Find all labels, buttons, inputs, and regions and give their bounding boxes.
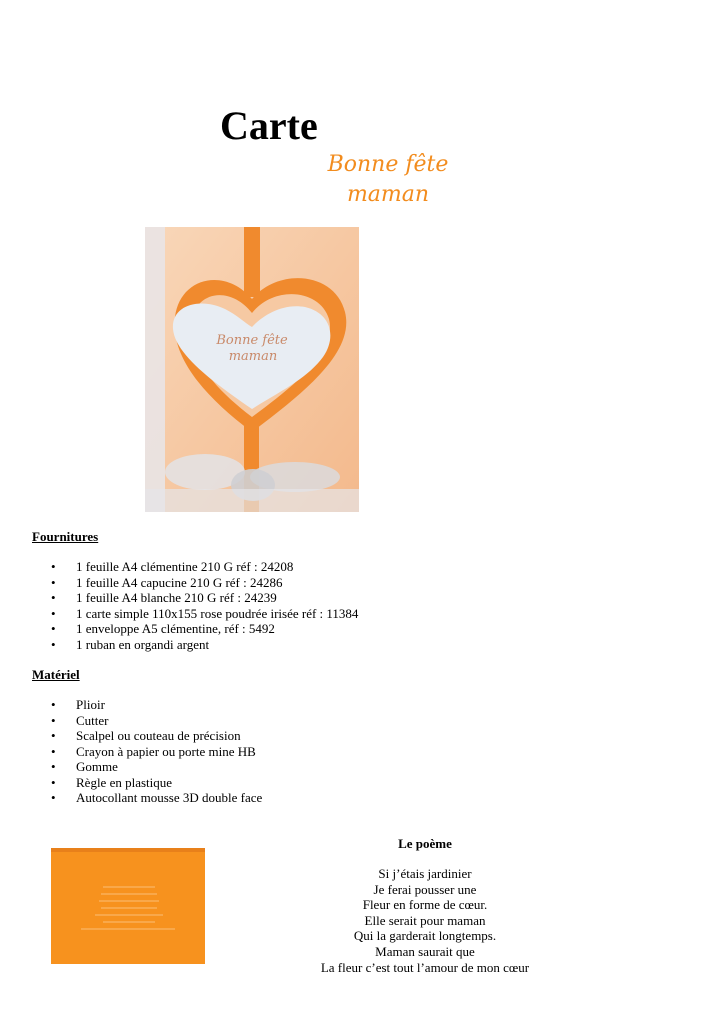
subtitle-line: maman — [346, 182, 430, 207]
list-item-text: Autocollant mousse 3D double face — [76, 790, 263, 805]
list-item-text: 1 feuille A4 blanche 210 G réf : 24239 — [76, 590, 277, 605]
list-item-text: Plioir — [76, 697, 105, 712]
list-item — [48, 606, 358, 622]
list-item — [48, 637, 358, 653]
poem-line: Maman saurait que — [375, 943, 475, 959]
list-item-text: Règle en plastique — [76, 774, 173, 790]
page-subtitle — [318, 150, 458, 210]
list-item — [48, 559, 358, 575]
materiel-heading: Matériel — [32, 667, 80, 682]
bullet-icon: • — [51, 605, 56, 621]
poem-title: Le poème — [398, 836, 452, 851]
list-item — [48, 575, 358, 591]
bullet-icon: • — [51, 790, 56, 805]
list-item — [48, 775, 262, 791]
card-text-line: Bonne fête — [216, 333, 288, 348]
card-photo-heart — [145, 227, 359, 512]
list-item-text: Cutter — [76, 712, 109, 728]
bullet-icon: • — [51, 774, 56, 790]
poem-line: La fleur c’est tout l’amour de mon cœur — [320, 959, 530, 975]
list-item-text: 1 carte simple 110x155 rose poudrée irisée réf : 11384 — [76, 605, 359, 621]
poem-line: Je ferai pousser une — [373, 881, 477, 897]
bullet-icon: • — [51, 712, 56, 728]
card-text-line: maman — [228, 349, 278, 364]
list-item — [48, 590, 358, 606]
list-item — [48, 759, 262, 775]
fournitures-list — [48, 559, 358, 652]
list-item-text: 1 ruban en organdi argent — [76, 636, 210, 652]
fournitures-heading: Fournitures — [32, 529, 99, 544]
bullet-icon: • — [51, 728, 56, 743]
list-item — [48, 728, 262, 744]
bullet-icon: • — [51, 697, 56, 712]
list-item — [48, 621, 358, 637]
bullet-icon: • — [51, 759, 56, 774]
list-item-text: 1 feuille A4 clémentine 210 G réf : 24208 — [76, 559, 294, 574]
list-item — [48, 790, 262, 806]
bullet-icon: • — [51, 590, 56, 605]
poem-line: Si j’étais jardinier — [378, 866, 472, 881]
bullet-icon: • — [51, 574, 56, 590]
poem-line: Fleur en forme de cœur. — [362, 897, 488, 913]
list-item-text: Scalpel ou couteau de précision — [76, 728, 241, 743]
bullet-icon: • — [51, 621, 56, 636]
poem-text — [300, 866, 550, 975]
list-item-text: Gomme — [76, 759, 118, 774]
list-item-text: 1 feuille A4 capucine 210 G réf : 24286 — [76, 574, 283, 590]
bullet-icon: • — [51, 743, 56, 759]
list-item — [48, 697, 262, 713]
poem-line: Elle serait pour maman — [364, 912, 486, 928]
list-item — [48, 744, 262, 760]
page-title: Carte — [220, 103, 318, 148]
bullet-icon: • — [51, 636, 56, 652]
poem-line: Qui la garderait longtemps. — [353, 928, 497, 944]
orange-card-photo — [51, 848, 205, 964]
list-item-text: Crayon à papier ou porte mine HB — [76, 743, 256, 759]
list-item-text: 1 enveloppe A5 clémentine, réf : 5492 — [76, 621, 275, 636]
subtitle-line: Bonne fête — [327, 152, 449, 177]
list-item — [48, 713, 262, 729]
bullet-icon: • — [51, 559, 56, 574]
materiel-list — [48, 697, 262, 806]
